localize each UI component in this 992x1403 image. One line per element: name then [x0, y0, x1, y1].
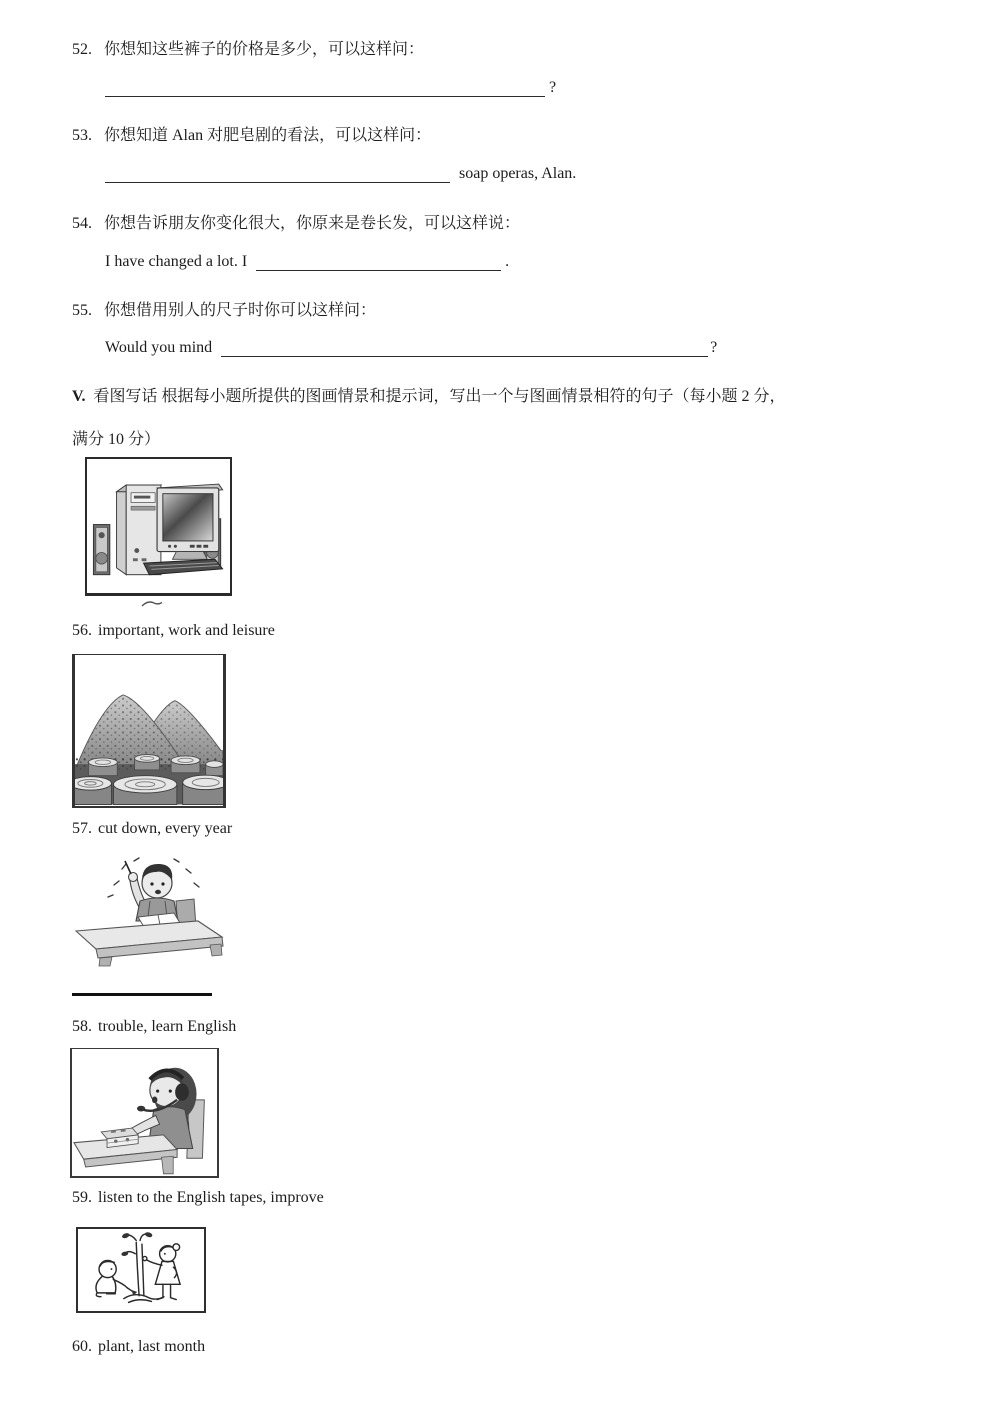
section-v-heading-line2: [72, 426, 160, 449]
question-number: 53.: [72, 127, 92, 144]
answer-line-52: [105, 79, 556, 97]
section-heading-text: 满分 10 分）: [72, 431, 161, 448]
answer-suffix: .: [505, 253, 510, 270]
question-52: [72, 36, 424, 59]
answer-suffix: ?: [549, 79, 557, 96]
figure-60-planting: [76, 1227, 206, 1313]
deforested-mountains-illustration: [75, 655, 223, 806]
section-heading-text: 看图写话 根据每小题所提供的图画情景和提示词，写出一个与图画情景相符的句子（每小题 2 分，: [93, 388, 786, 405]
answer-blank-52[interactable]: [105, 79, 545, 97]
answer-prefix: Would you mind: [105, 339, 213, 356]
boy-studying-illustration: [70, 853, 230, 968]
caption-56: [72, 622, 275, 640]
section-v-heading: [72, 383, 786, 406]
children-planting-tree-illustration: [78, 1229, 204, 1311]
caption-58: [72, 1018, 236, 1036]
item-number: 59.: [72, 1189, 92, 1206]
answer-rule-58: [72, 993, 212, 996]
figure-56-computer: [85, 457, 232, 596]
question-53: [72, 122, 431, 145]
item-hints: important, work and leisure: [98, 622, 275, 639]
answer-blank-54[interactable]: [256, 253, 501, 271]
squiggle-mark: [140, 599, 164, 608]
item-hints: plant, last month: [98, 1338, 206, 1355]
question-55: [72, 297, 376, 320]
item-number: 56.: [72, 622, 92, 639]
question-number: 54.: [72, 215, 92, 232]
answer-prefix: I have changed a lot. I: [105, 253, 248, 270]
item-number: 60.: [72, 1338, 92, 1355]
caption-57: [72, 820, 232, 838]
figure-59-girl-listening: [70, 1048, 219, 1178]
question-prompt: 你想借用别人的尺子时你可以这样问：: [104, 302, 377, 319]
answer-blank-53[interactable]: [105, 165, 450, 183]
item-hints: listen to the English tapes, improve: [98, 1189, 324, 1206]
answer-line-54: [105, 253, 509, 271]
item-number: 57.: [72, 820, 92, 837]
question-prompt: 你想知这些裤子的价格是多少，可以这样问：: [104, 41, 425, 58]
question-prompt: 你想告诉朋友你变化很大，你原来是卷长发，可以这样说：: [104, 215, 521, 232]
answer-suffix: ?: [710, 339, 718, 356]
answer-line-55: [105, 339, 717, 357]
question-number: 52.: [72, 41, 92, 58]
item-number: 58.: [72, 1018, 92, 1035]
answer-line-53: [105, 165, 576, 183]
answer-suffix: soap operas, Alan.: [459, 165, 577, 182]
question-54: [72, 210, 520, 233]
question-prompt: 你想知道 Alan 对肥皂剧的看法，可以这样问：: [104, 127, 432, 144]
caption-59: [72, 1189, 324, 1207]
desktop-computer-illustration: [87, 459, 230, 593]
answer-blank-55[interactable]: [221, 339, 708, 357]
section-label: V.: [72, 388, 86, 405]
item-hints: cut down, every year: [98, 820, 233, 837]
caption-60: [72, 1338, 205, 1356]
figure-57-deforestation: [72, 654, 226, 808]
figure-58-boy-studying: [70, 853, 230, 968]
girl-with-headphones-illustration: [72, 1049, 217, 1176]
item-hints: trouble, learn English: [98, 1018, 237, 1035]
question-number: 55.: [72, 302, 92, 319]
